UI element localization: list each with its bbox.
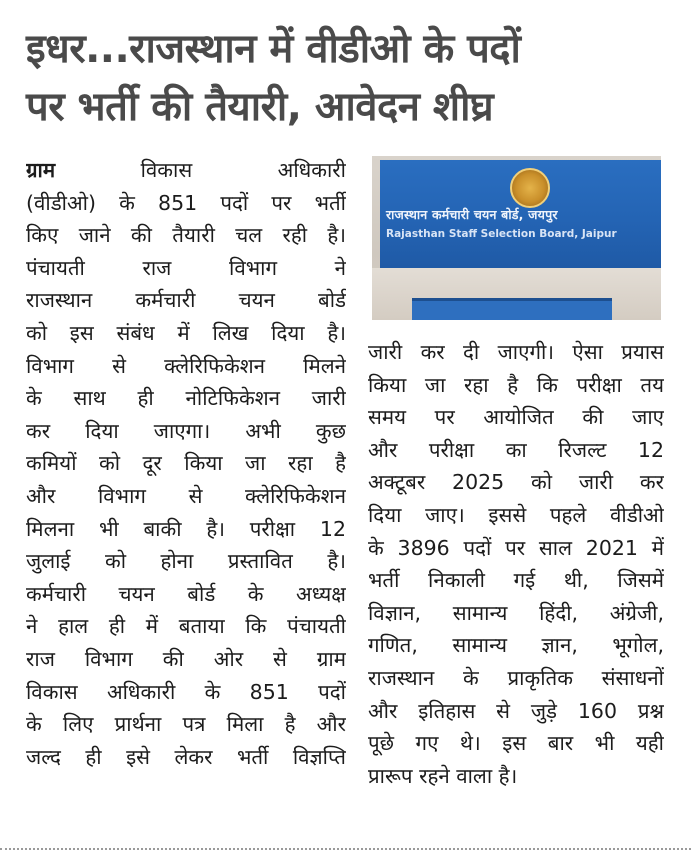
rssb-office-photo (372, 156, 661, 320)
sign-hindi: राजस्थान कर्मचारी चयन बोर्ड, जयपुर (386, 207, 558, 222)
article-line: के लिए प्रार्थना पत्र मिला है और (26, 712, 346, 737)
article-line: गणित, सामान्य ज्ञान, भूगोल, (368, 633, 664, 658)
article-line: कर दिया जाएगा। अभी कुछ (26, 418, 346, 443)
headline (26, 20, 676, 136)
headline-line-1: इधर...राजस्थान में वीडीओ के पदों (26, 26, 521, 72)
article-line: (वीडीओ) के 851 पदों पर भर्ती (26, 190, 346, 215)
article-line: के साथ ही नोटिफिकेशन जारी (26, 386, 346, 411)
article-line: मिलना भी बाकी है। परीक्षा 12 (26, 516, 346, 541)
article-line: विज्ञान, सामान्य हिंदी, अंग्रेजी, (368, 600, 664, 625)
article-line: प्रारूप रहने वाला है। (368, 763, 518, 788)
article-line: कर्मचारी चयन बोर्ड के अध्यक्ष (26, 581, 346, 606)
blue-door-panel (412, 298, 612, 320)
article-line: विभाग से क्लेरिफिकेशन मिलने (26, 353, 346, 378)
article-line: और परीक्षा का रिजल्ट 12 (368, 437, 664, 462)
article-line: कमियों को दूर किया जा रहा है (26, 451, 346, 476)
article-line: ने हाल ही में बताया कि पंचायती (26, 614, 346, 639)
article-line: और विभाग से क्लेरिफिकेशन (26, 483, 346, 508)
article-line: पंचायती राज विभाग ने (26, 255, 346, 280)
article-line: राज विभाग की ओर से ग्राम (26, 646, 346, 671)
article-line: जुलाई को होना प्रस्तावित है। (26, 549, 346, 574)
article-right-column (368, 336, 664, 792)
article-line: भर्ती निकाली गई थी, जिसमें (368, 568, 664, 593)
article-line: दिया जाए। इससे पहले वीडीओ (368, 502, 664, 527)
article-line: को इस संबंध में लिख दिया है। (26, 320, 346, 345)
article-line: जल्द ही इसे लेकर भर्ती विज्ञप्ति (26, 744, 346, 769)
article-line: किए जाने की तैयारी चल रही है। (26, 223, 346, 248)
article-line: अक्टूबर 2025 को जारी कर (368, 470, 664, 495)
article-line: के 3896 पदों पर साल 2021 में (368, 535, 664, 560)
article-line: विकास अधिकारी के 851 पदों (26, 679, 346, 704)
article-line: राजस्थान कर्मचारी चयन बोर्ड (26, 288, 346, 313)
article-line (26, 154, 346, 187)
article-lead-word: ग्राम (26, 158, 56, 182)
bottom-dotted-rule (0, 848, 691, 850)
article-line: राजस्थान के प्राकृतिक संसाधनों (368, 665, 664, 690)
emblem-icon (510, 168, 550, 208)
headline-line-2: पर भर्ती की तैयारी, आवेदन शीघ्र (26, 84, 494, 130)
article-line-text: विकास अधिकारी (55, 158, 346, 182)
article-line: और इतिहास से जुड़े 160 प्रश्न (368, 698, 664, 723)
article-line: किया जा रहा है कि परीक्षा तय (368, 372, 664, 397)
board-signage (380, 160, 661, 268)
article-line: समय पर आयोजित की जाए (368, 405, 664, 430)
article-line: जारी कर दी जाएगी। ऐसा प्रयास (368, 340, 664, 364)
article-line: पूछे गए थे। इस बार भी यही (368, 731, 664, 756)
sign-english: Rajasthan Staff Selection Board, Jaipur (386, 228, 617, 240)
article-left-column (26, 154, 346, 773)
